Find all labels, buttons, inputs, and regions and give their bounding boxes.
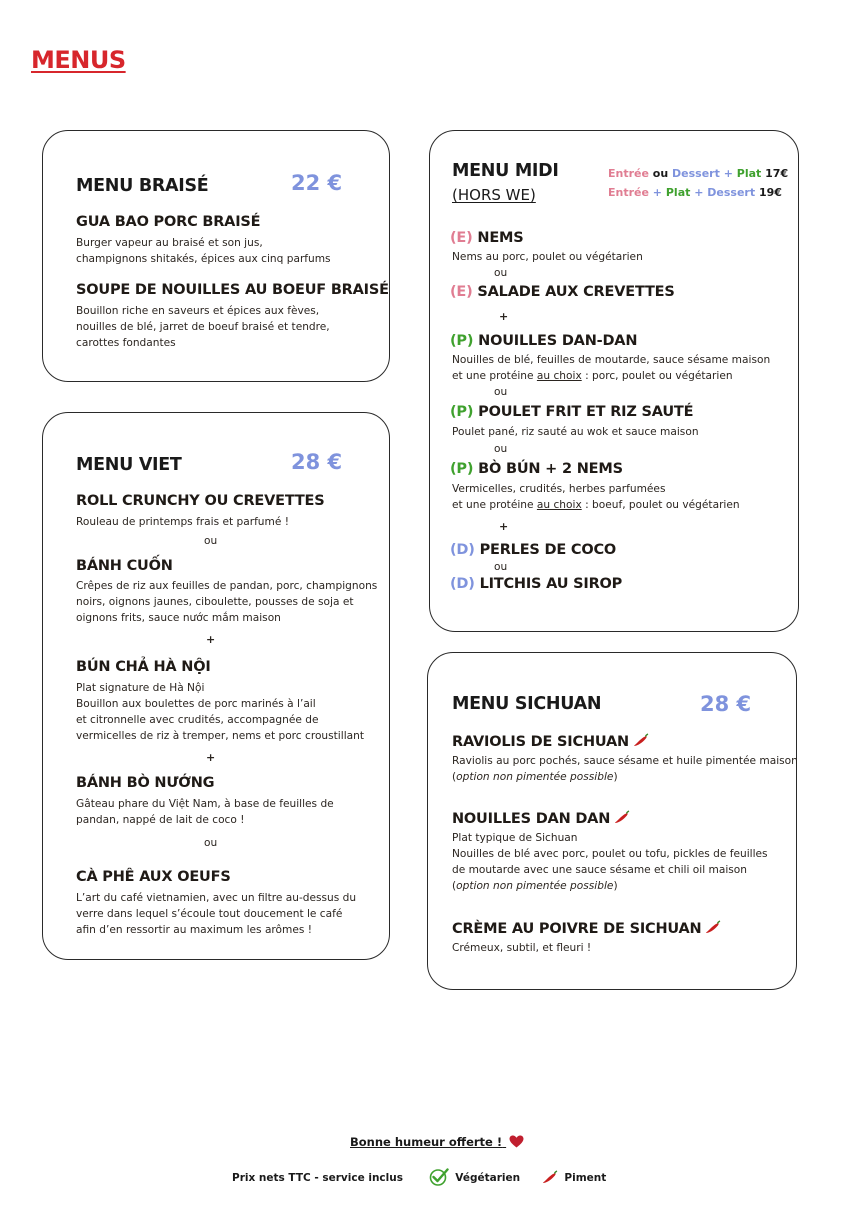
menu-price: 28 € [700, 692, 752, 716]
separator-plus: + [206, 633, 216, 646]
menu-subtitle: (HORS WE) [452, 186, 536, 204]
footer-vegetarian: Végétarien [455, 1172, 521, 1184]
dish-description: Nems au porc, poulet ou végétarien [452, 251, 643, 263]
menu-viet-card [42, 412, 390, 960]
chili-pepper-icon [614, 810, 630, 824]
menu-braise-card [42, 130, 390, 382]
dish-description: Poulet pané, riz sauté au wok et sauce maison [452, 426, 699, 438]
dish-name: GUA BAO PORC BRAISÉ [76, 214, 261, 230]
dish-description: L’art du café vietnamien, avec un filtre au-dessus du verre dans lequel s’écoule tout doucement le café afin d’en ressortir au maximum les arômes ! [76, 892, 357, 936]
menu-sichuan-card [427, 652, 797, 990]
dish-description: Gâteau phare du Việt Nam, à base de feuilles de pandan, nappé de lait de coco ! [76, 798, 334, 826]
heart-icon [509, 1135, 524, 1148]
separator-ou: ou [494, 267, 508, 279]
menu-title: MENU VIET [76, 455, 182, 475]
midi-item: (P) NOUILLES DAN-DAN [450, 333, 638, 349]
menu-price: 28 € [291, 450, 343, 474]
footer-spicy: Piment [564, 1172, 607, 1184]
midi-item: (E) SALADE AUX CREVETTES [450, 284, 675, 300]
dish-name: ROLL CRUNCHY OU CREVETTES [76, 493, 325, 509]
menu-title: MENU MIDI [452, 161, 559, 181]
dish-description: Crêpes de riz aux feuilles de pandan, porc, champignons noirs, oignons jaunes, ciboulette, pousses de soja et oignons frits, sauce nước mắm maison [76, 580, 378, 624]
dish-name: BÁNH BÒ NƯỚNG [76, 775, 215, 791]
dish-description: Vermicelles, crudités, herbes parfumées et une protéine au choix : boeuf, poulet ou végétarien [452, 483, 740, 511]
dish-description: Bouillon riche en saveurs et épices aux fèves, nouilles de blé, jarret de boeuf braisé et tendre, carottes fondantes [76, 305, 330, 349]
midi-item: (P) BÒ BÚN + 2 NEMS [450, 461, 623, 477]
formula-19: Entrée + Plat + Dessert 19€ [608, 186, 782, 199]
dish-name: BÁNH CUỐN [76, 558, 173, 574]
midi-item: (E) NEMS [450, 230, 524, 246]
midi-item: (P) POULET FRIT ET RIZ SAUTÉ [450, 404, 694, 420]
formula-17: Entrée ou Dessert + Plat 17€ [608, 167, 789, 180]
dish-name: NOUILLES DAN DAN [452, 810, 630, 827]
dish-name: RAVIOLIS DE SICHUAN [452, 733, 649, 750]
chili-pepper-icon [633, 733, 649, 747]
separator-ou: ou [494, 443, 508, 455]
dish-description: Crémeux, subtil, et fleuri ! [452, 942, 592, 954]
separator-plus: + [499, 520, 509, 533]
separator-ou: ou [494, 386, 508, 398]
midi-item: (D) PERLES DE COCO [450, 542, 617, 558]
menu-title: MENU SICHUAN [452, 694, 602, 714]
dish-description: Plat typique de Sichuan Nouilles de blé avec porc, poulet ou tofu, pickles de feuilles de moutarde avec une sauce sésame et chili oil maison (option non pimentée possible) [452, 832, 768, 892]
page-title: MENUS [31, 46, 126, 74]
menu-title: MENU BRAISÉ [76, 176, 209, 196]
footer-offer: Bonne humeur offerte ! [350, 1135, 524, 1149]
dish-name: SOUPE DE NOUILLES AU BOEUF BRAISÉ [76, 282, 389, 298]
dish-description: Nouilles de blé, feuilles de moutarde, sauce sésame maison et une protéine au choix : porc, poulet ou végétarien [452, 354, 771, 382]
dish-name: BÚN CHẢ HÀ NỘI [76, 659, 211, 675]
chili-pepper-icon [542, 1170, 558, 1184]
separator-ou: ou [494, 561, 508, 573]
separator-plus: + [206, 751, 216, 764]
dish-description: Rouleau de printemps frais et parfumé ! [76, 516, 289, 528]
menu-price: 22 € [291, 171, 343, 195]
footer-legend [232, 1168, 606, 1186]
vegetarian-check-icon [429, 1168, 449, 1186]
chili-pepper-icon [705, 920, 721, 934]
separator-plus: + [499, 310, 509, 323]
separator-ou: ou [204, 535, 218, 547]
footer-prices: Prix nets TTC - service inclus [232, 1172, 403, 1184]
dish-description: Burger vapeur au braisé et son jus, champignons shitakés, épices aux cinq parfums [76, 237, 331, 265]
menu-midi-card [429, 130, 799, 632]
midi-item: (D) LITCHIS AU SIROP [450, 576, 623, 592]
dish-name: CRÈME AU POIVRE DE SICHUAN [452, 920, 721, 937]
dish-description: Raviolis au porc pochés, sauce sésame et huile pimentée maison (option non pimentée possible) [452, 755, 798, 783]
dish-name: CÀ PHÊ AUX OEUFS [76, 869, 231, 885]
dish-description: Plat signature de Hà Nội Bouillon aux boulettes de porc marinés à l’ail et citronnelle avec crudités, accompagnée de vermicelles de riz à tremper, nems et porc croustillant [76, 682, 364, 742]
separator-ou: ou [204, 837, 218, 849]
